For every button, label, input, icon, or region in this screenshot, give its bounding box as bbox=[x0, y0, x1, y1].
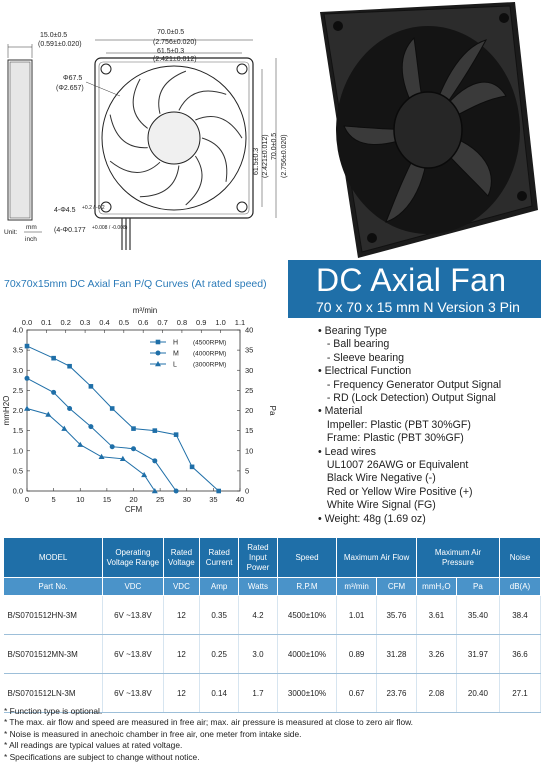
cell: 0.35 bbox=[200, 596, 239, 635]
data-point-H bbox=[153, 428, 158, 433]
y-tick-label: 3.5 bbox=[12, 345, 23, 355]
spec-item: - Sleeve bearing bbox=[318, 351, 404, 364]
data-point-H bbox=[51, 356, 56, 361]
dim-height-hp-in: (2.421±0.012) bbox=[262, 134, 269, 178]
data-point-M bbox=[51, 390, 56, 395]
dim-thickness-in: (0.591±0.020) bbox=[38, 41, 82, 48]
fan-blade bbox=[179, 91, 226, 110]
legend-speed: (3000RPM) bbox=[193, 361, 227, 369]
data-point-H bbox=[110, 406, 115, 411]
th-speed: Speed bbox=[277, 538, 336, 578]
spec-table bbox=[3, 537, 541, 713]
x2-axis-label: m³/min bbox=[132, 306, 158, 315]
spec-item: • Electrical Function bbox=[318, 365, 412, 378]
x-tick-label: 0 bbox=[24, 495, 30, 504]
series-line-H bbox=[27, 346, 219, 491]
table-units-row bbox=[4, 578, 541, 596]
product-banner bbox=[288, 260, 541, 318]
data-point-H bbox=[131, 426, 136, 431]
spec-item: Black Wire Negative (-) bbox=[318, 472, 436, 485]
cell: 6V ~13.8V bbox=[103, 674, 163, 713]
th-unit-cfm: CFM bbox=[377, 578, 417, 596]
pq-chart bbox=[0, 298, 290, 528]
dim-hole-pitch-in: (2.421±0.012) bbox=[153, 56, 197, 63]
x-tick-label: 20 bbox=[129, 495, 138, 504]
fan-blade bbox=[140, 166, 179, 197]
x2-tick-label: 0.1 bbox=[41, 318, 52, 327]
y2-tick-label: 0 bbox=[245, 486, 250, 496]
cell: 35.76 bbox=[377, 596, 417, 635]
note-item: * All readings are typical values at rated voltage. bbox=[4, 740, 183, 751]
x-tick-label: 15 bbox=[102, 495, 112, 504]
th-rated-voltage: Rated Voltage bbox=[163, 538, 200, 578]
th-unit-amp: Amp bbox=[200, 578, 239, 596]
cell: 0.14 bbox=[200, 674, 239, 713]
th-air-pressure: Maximum Air Pressure bbox=[416, 538, 499, 578]
x-tick-label: 25 bbox=[155, 495, 165, 504]
spec-list bbox=[318, 325, 541, 526]
th-unit-mmh2o: mmH₂O bbox=[416, 578, 456, 596]
y2-tick-label: 40 bbox=[245, 325, 254, 335]
th-voltage-range: Operating Voltage Range bbox=[103, 538, 163, 578]
cell: 36.6 bbox=[499, 635, 540, 674]
spec-item: UL1007 26AWG or Equivalent bbox=[318, 459, 469, 472]
legend-marker-M bbox=[156, 351, 161, 356]
y2-tick-label: 5 bbox=[245, 466, 250, 476]
dim-height-hp: 61.5±0.3 bbox=[253, 147, 260, 175]
dim-height-in: (2.756±0.020) bbox=[281, 134, 288, 178]
cell: 3.26 bbox=[416, 635, 456, 674]
cell: 27.1 bbox=[499, 674, 540, 713]
cell: 20.40 bbox=[456, 674, 499, 713]
note-item: * Function type is optional. bbox=[4, 706, 103, 716]
x-tick-label: 40 bbox=[235, 495, 245, 504]
series-line-M bbox=[27, 378, 176, 491]
data-point-M bbox=[174, 489, 179, 494]
legend-marker-H bbox=[156, 340, 161, 345]
cell: 6V ~13.8V bbox=[103, 596, 163, 635]
y-tick-label: 1.0 bbox=[12, 446, 23, 456]
dim-holes-tol: +0.2 / -0.2 bbox=[82, 205, 105, 211]
chart-title: 70x70x15mm DC Axial Fan P/Q Curves (At rated speed) bbox=[4, 278, 267, 290]
unit-mm: mm bbox=[26, 224, 37, 231]
x2-tick-label: 0.2 bbox=[60, 318, 71, 327]
spec-item: - Frequency Generator Output Signal bbox=[318, 378, 502, 391]
dim-impeller-in: (Φ2.657) bbox=[56, 85, 84, 92]
fan-blade bbox=[110, 161, 160, 172]
th-rated-power: Rated Input Power bbox=[239, 538, 278, 578]
x2-tick-label: 0.7 bbox=[157, 318, 168, 327]
cell: 4500±10% bbox=[277, 596, 336, 635]
spec-item: Frame: Plastic (PBT 30%GF) bbox=[318, 432, 464, 445]
y2-tick-label: 25 bbox=[245, 385, 254, 395]
th-unit-pa: Pa bbox=[456, 578, 499, 596]
th-noise: Noise bbox=[499, 538, 540, 578]
x2-tick-label: 1.1 bbox=[234, 318, 246, 327]
cell: 2.08 bbox=[416, 674, 456, 713]
note-item: * Noise is measured in anechoic chamber in free air, one meter from intake side. bbox=[4, 728, 302, 739]
y-tick-label: 2.0 bbox=[12, 406, 23, 415]
mechanical-drawing bbox=[0, 0, 290, 255]
spec-item: • Weight: 48g (1.69 oz) bbox=[318, 512, 426, 525]
fan-blade bbox=[195, 116, 242, 138]
cell: 0.67 bbox=[337, 674, 377, 713]
data-point-H bbox=[89, 384, 94, 389]
th-air-flow: Maximum Air Flow bbox=[337, 538, 417, 578]
cell-part: B/S0701512LN-3M bbox=[4, 674, 103, 713]
y2-tick-label: 35 bbox=[245, 345, 254, 355]
x2-tick-label: 0.0 bbox=[21, 318, 33, 327]
cell: 23.76 bbox=[377, 674, 417, 713]
unit-inch: inch bbox=[25, 236, 37, 243]
fan-blade bbox=[110, 115, 148, 148]
cell: 38.4 bbox=[499, 596, 540, 635]
spec-item: Red or Yellow Wire Positive (+) bbox=[318, 485, 473, 498]
x2-tick-label: 0.3 bbox=[79, 318, 91, 327]
footnotes bbox=[4, 706, 413, 763]
cell: 1.01 bbox=[337, 596, 377, 635]
dim-holes: 4-Φ4.5 bbox=[54, 207, 76, 214]
banner-subtitle: 70 x 70 x 15 mm N Version 3 Pin bbox=[316, 299, 520, 315]
data-point-M bbox=[25, 376, 30, 381]
data-point-M bbox=[131, 446, 136, 451]
th-part-no: Part No. bbox=[4, 578, 103, 596]
legend-name: H bbox=[173, 339, 179, 347]
legend-name: L bbox=[173, 361, 177, 369]
cell: 12 bbox=[163, 674, 200, 713]
spec-item: White Wire Signal (FG) bbox=[318, 499, 436, 512]
dim-height: 70.0±0.5 bbox=[271, 132, 278, 160]
cell: 0.25 bbox=[200, 635, 239, 674]
data-point-H bbox=[174, 432, 179, 437]
x2-tick-label: 0.8 bbox=[176, 318, 188, 327]
y-tick-label: 0.5 bbox=[12, 466, 23, 476]
data-point-H bbox=[190, 465, 195, 470]
table-header-row bbox=[4, 538, 541, 578]
dim-thickness: 15.0±0.5 bbox=[40, 32, 68, 39]
fan-blade bbox=[159, 71, 186, 114]
cell-part: B/S0701512MN-3M bbox=[4, 635, 103, 674]
data-point-M bbox=[88, 424, 93, 429]
cell: 0.89 bbox=[337, 635, 377, 674]
th-unit-dba: dB(A) bbox=[499, 578, 540, 596]
legend-speed: (4000RPM) bbox=[193, 350, 227, 358]
x2-tick-label: 0.4 bbox=[99, 318, 110, 327]
dim-holes-in: (4-Φ0.177 bbox=[54, 227, 86, 234]
cell: 12 bbox=[163, 596, 200, 635]
y-tick-label: 0.0 bbox=[12, 486, 23, 496]
fan-blade bbox=[186, 156, 202, 205]
spec-item: • Material bbox=[318, 405, 363, 418]
data-point-H bbox=[216, 489, 221, 494]
cell: 35.40 bbox=[456, 596, 499, 635]
cell: 4000±10% bbox=[277, 635, 336, 674]
dim-width: 70.0±0.5 bbox=[157, 29, 185, 36]
data-point-L bbox=[99, 454, 105, 459]
dim-hole-pitch: 61.5±0.3 bbox=[157, 48, 185, 55]
th-unit-vdc2: VDC bbox=[163, 578, 200, 596]
cell: 3000±10% bbox=[277, 674, 336, 713]
spec-item: Impeller: Plastic (PBT 30%GF) bbox=[318, 418, 471, 431]
spec-item: • Lead wires bbox=[318, 445, 376, 458]
cell: 3.0 bbox=[239, 635, 278, 674]
y2-tick-label: 10 bbox=[245, 446, 254, 456]
banner-title: DC Axial Fan bbox=[316, 262, 507, 298]
x-tick-label: 10 bbox=[76, 495, 85, 504]
table-row bbox=[4, 635, 541, 674]
dim-width-in: (2.756±0.020) bbox=[153, 39, 197, 46]
fan-blade bbox=[202, 138, 227, 182]
unit-label: Unit: bbox=[4, 229, 18, 236]
x2-tick-label: 0.9 bbox=[196, 318, 207, 327]
y-tick-label: 1.5 bbox=[12, 426, 23, 436]
y-tick-label: 4.0 bbox=[12, 325, 23, 335]
cell: 3.61 bbox=[416, 596, 456, 635]
data-point-M bbox=[67, 406, 72, 411]
cell: 31.97 bbox=[456, 635, 499, 674]
th-unit-rpm: R.P.M bbox=[277, 578, 336, 596]
product-photo bbox=[310, 0, 541, 262]
spec-item: - Ball bearing bbox=[318, 338, 390, 351]
th-unit-m3min: m³/min bbox=[337, 578, 377, 596]
x-axis-label: CFM bbox=[124, 505, 143, 514]
x-tick-label: 35 bbox=[209, 495, 218, 504]
dim-holes-in-tol: +0.008 / -0.008) bbox=[92, 225, 128, 231]
data-point-L bbox=[24, 405, 30, 410]
x2-tick-label: 0.5 bbox=[118, 318, 130, 327]
y2-tick-label: 20 bbox=[245, 406, 254, 415]
y2-tick-label: 30 bbox=[245, 365, 254, 375]
y-axis-label: mmH2O bbox=[2, 395, 11, 426]
th-rated-current: Rated Current bbox=[200, 538, 239, 578]
x-tick-label: 5 bbox=[51, 495, 56, 504]
th-unit-vdc: VDC bbox=[103, 578, 163, 596]
cell: 31.28 bbox=[377, 635, 417, 674]
legend-speed: (4500RPM) bbox=[193, 339, 227, 347]
cell: 4.2 bbox=[239, 596, 278, 635]
data-point-H bbox=[67, 364, 72, 369]
th-model: MODEL bbox=[4, 538, 103, 578]
table-row bbox=[4, 596, 541, 635]
y-tick-label: 3.0 bbox=[12, 365, 23, 375]
y-tick-label: 2.5 bbox=[12, 385, 23, 395]
cell-part: B/S0701512HN-3M bbox=[4, 596, 103, 635]
spec-item: • Bearing Type bbox=[318, 325, 387, 337]
fan-blade bbox=[133, 79, 148, 128]
dim-impeller: Φ67.5 bbox=[63, 75, 83, 82]
y2-tick-label: 15 bbox=[245, 426, 254, 436]
th-unit-watts: Watts bbox=[239, 578, 278, 596]
x-tick-label: 30 bbox=[182, 495, 191, 504]
cell: 1.7 bbox=[239, 674, 278, 713]
data-point-M bbox=[152, 458, 157, 463]
data-point-H bbox=[25, 344, 30, 349]
x2-tick-label: 1.0 bbox=[215, 318, 226, 327]
note-item: * Specifications are subject to change without notice. bbox=[4, 751, 200, 762]
cell: 12 bbox=[163, 635, 200, 674]
note-item: * The max. air flow and speed are measured in free air; max. air pressure is measured at close to zero air flow. bbox=[4, 717, 414, 728]
spec-item: - RD (Lock Detection) Output Signal bbox=[318, 392, 496, 405]
data-point-M bbox=[110, 444, 115, 449]
x2-tick-label: 0.6 bbox=[137, 318, 149, 327]
legend-name: M bbox=[173, 350, 179, 358]
cell: 6V ~13.8V bbox=[103, 635, 163, 674]
y2-axis-label: Pa bbox=[268, 405, 277, 416]
